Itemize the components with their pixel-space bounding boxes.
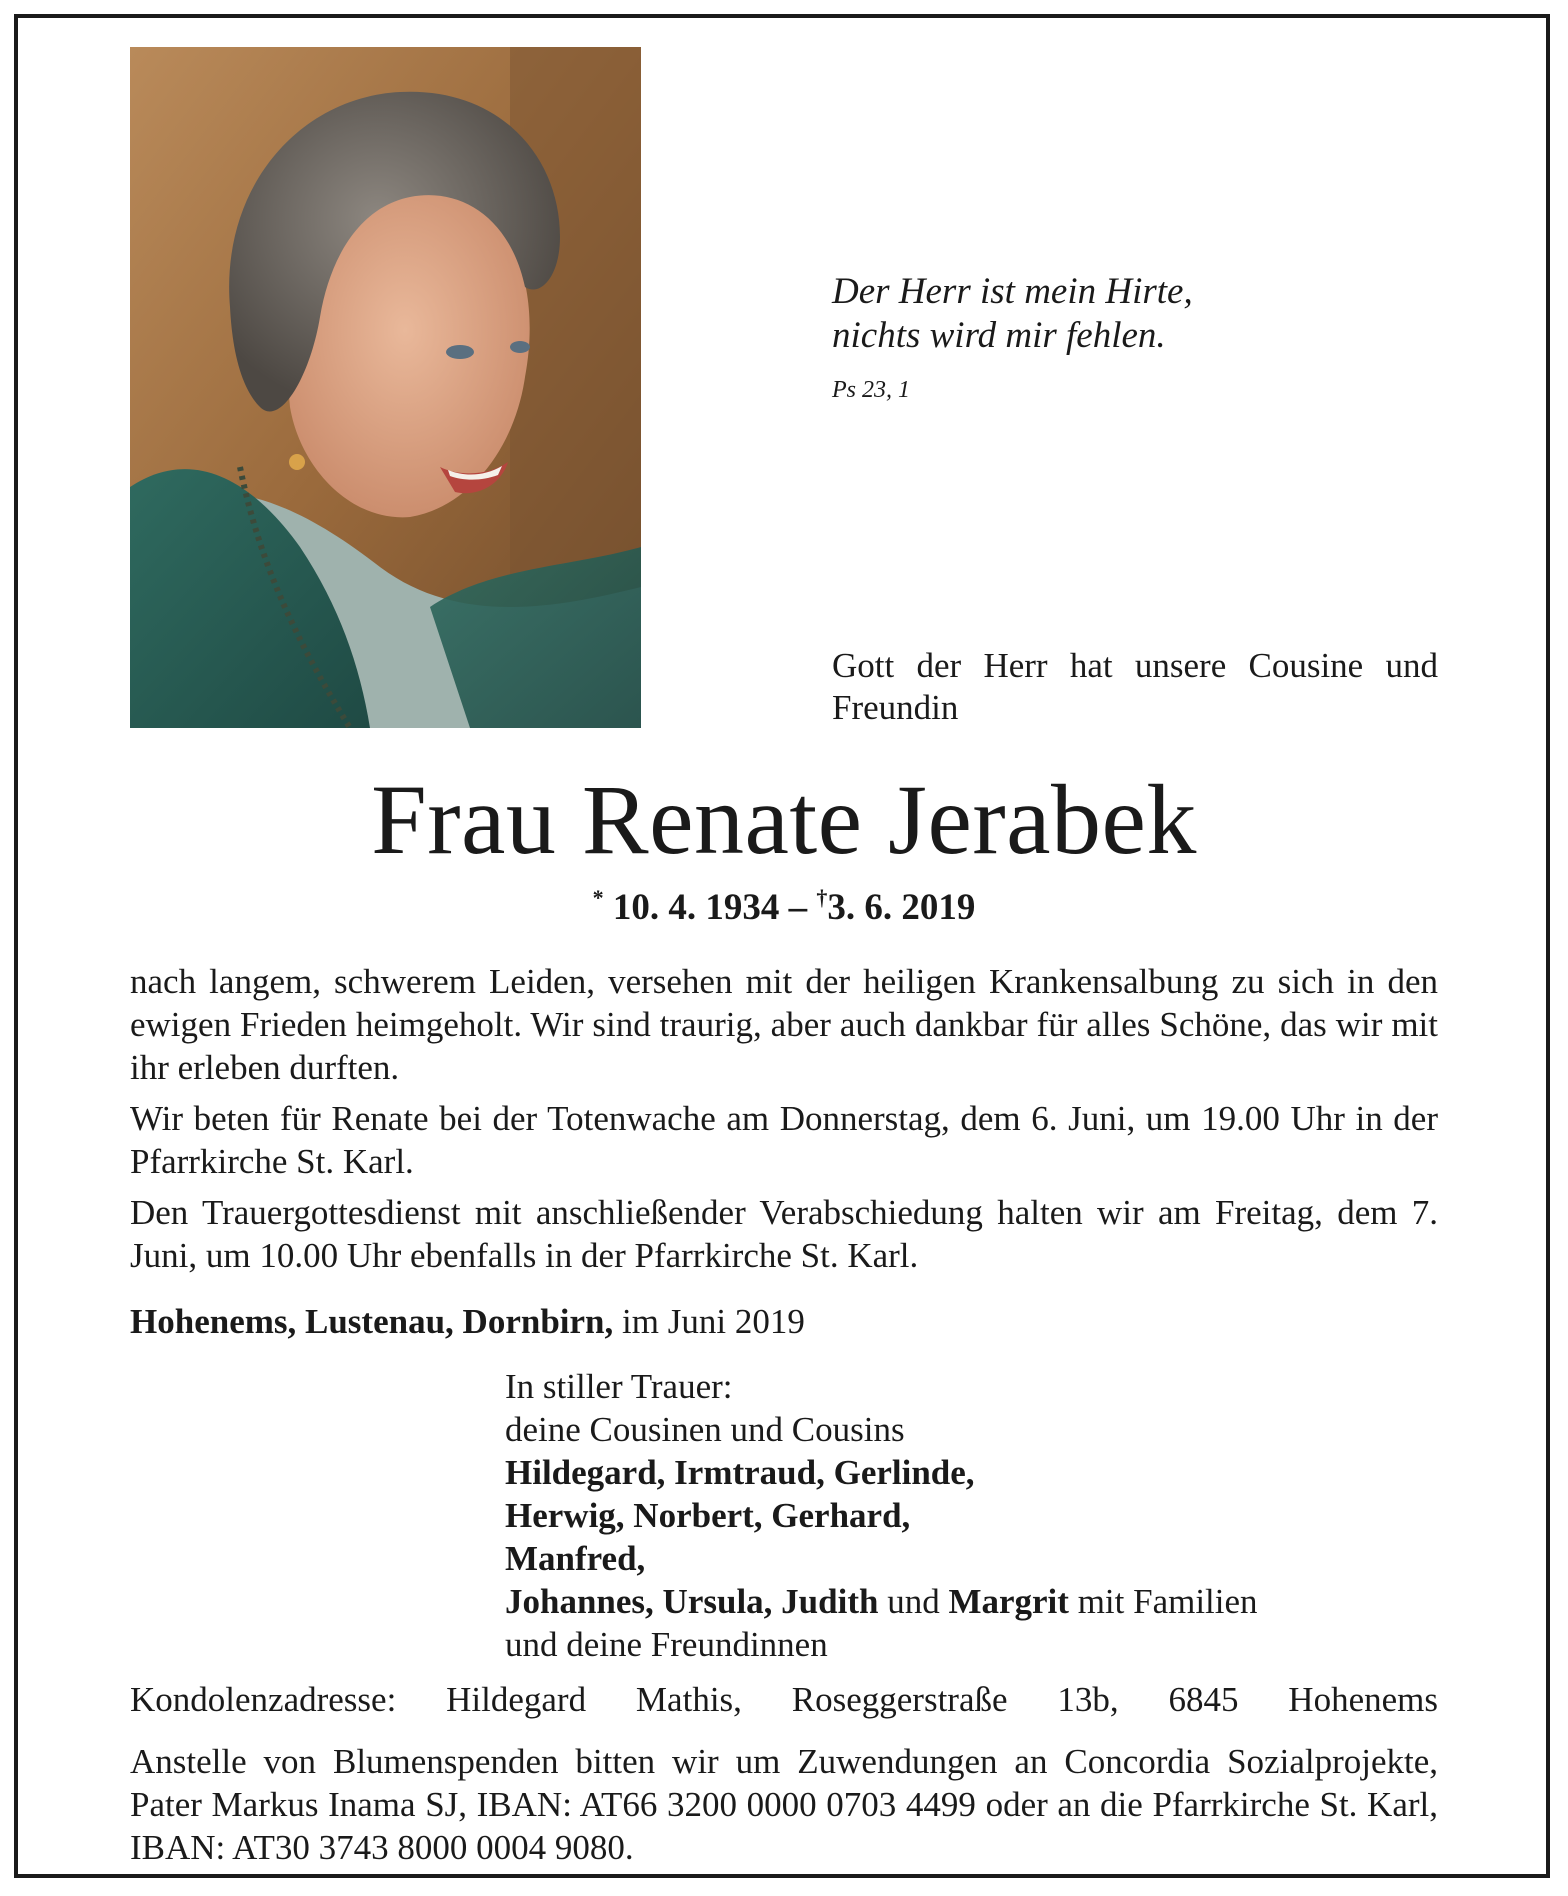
quote-line-1: Der Herr ist mein Hirte,	[832, 271, 1193, 312]
mourner-last-name: Margrit	[948, 1582, 1069, 1621]
mourners-friends: und deine Freundinnen	[505, 1625, 828, 1664]
bible-quote	[832, 270, 1193, 358]
portrait-photo	[130, 47, 641, 728]
quote-line-2: nichts wird mir fehlen.	[832, 315, 1166, 356]
deceased-name: Frau Renate Jerabek	[371, 764, 1197, 875]
mourners-relation: deine Cousinen und Cousins	[505, 1410, 905, 1449]
condolence-address: Kondolenzadresse: Hildegard Mathis, Roseggerstraße 13b, 6845 Hohenems	[130, 1680, 1438, 1719]
notice-date: im Juni 2019	[622, 1302, 805, 1341]
and-word: und	[887, 1582, 940, 1621]
donation-note: Anstelle von Blumenspenden bitten wir um Zuwendungen an Concordia Sozialprojekte, Pater Markus Inama SJ, IBAN: AT66 3200 0000 0703 4499 oder an die Pfarrkirche St. Karl, IBAN: AT30 3743 8000 0004 9080.	[130, 1742, 1438, 1867]
with-families: mit Familien	[1077, 1582, 1258, 1621]
birth-date: 10. 4. 1934	[612, 887, 780, 928]
mourner-names-4-bold: Johannes, Ursula, Judith	[505, 1582, 879, 1621]
mourner-names-1: Hildegard, Irmtraud, Gerlinde,	[505, 1453, 975, 1492]
mourner-names-2: Herwig, Norbert, Gerhard,	[505, 1496, 911, 1535]
notice-body	[130, 960, 1438, 1285]
life-dates	[0, 885, 1568, 929]
death-symbol: †	[816, 885, 828, 910]
towns: Hohenems, Lustenau, Dornbirn,	[130, 1302, 614, 1341]
body-paragraph-3: Den Trauergottesdienst mit anschließender Verabschiedung halten wir am Freitag, dem 7. Juni, um 10.00 Uhr ebenfalls in der Pfarrkirche St. Karl.	[130, 1193, 1438, 1275]
death-date: 3. 6. 2019	[827, 887, 976, 928]
place-date-line	[130, 1300, 1438, 1343]
mourners-heading: In stiller Trauer:	[505, 1367, 733, 1406]
mourner-names-3: Manfred,	[505, 1539, 646, 1578]
quote-reference: Ps 23, 1	[832, 377, 910, 403]
portrait-image	[130, 47, 641, 728]
body-paragraph-2: Wir beten für Renate bei der Totenwache am Donnerstag, dem 6. Juni, um 19.00 Uhr in der Pfarrkirche St. Karl.	[130, 1099, 1438, 1181]
intro-text: Gott der Herr hat unsere Cousine und Freundin	[832, 646, 1438, 727]
birth-symbol: *	[592, 885, 604, 910]
body-paragraph-1: nach langem, schwerem Leiden, versehen mit der heiligen Krankensalbung zu sich in den ewigen Frieden heimgeholt. Wir sind traurig, aber auch dankbar für alles Schöne, das wir mit ihr erleben durften.	[130, 962, 1438, 1087]
date-dash: –	[788, 887, 808, 928]
mourners-block	[505, 1365, 1445, 1666]
mourner-names-4	[505, 1580, 1445, 1623]
